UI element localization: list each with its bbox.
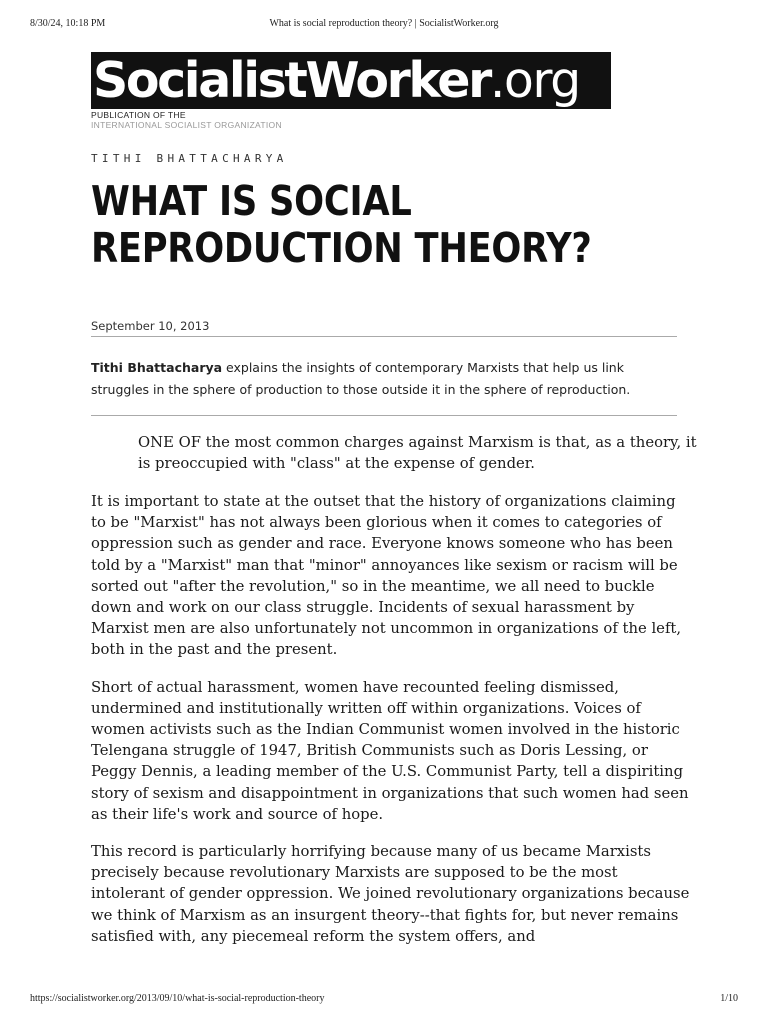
logo-name: SocialistWorker	[93, 52, 490, 109]
divider	[91, 415, 677, 416]
article-date: September 10, 2013	[91, 319, 210, 333]
article-title: WHAT IS SOCIAL REPRODUCTION THEORY?	[91, 177, 592, 272]
body-paragraph: Short of actual harassment, women have recounted feeling dismissed, undermined and institutionally written off within organizations. Voices of women activists such as the Indian Communist women involved in the historic Telengana struggle of 1947, British Communists such as Doris Lessing, or Peggy Dennis, a leading member of the U.S. Communist Party, tell a dispiriting story of sexism and disappointment in organizations that such women had seen as their life's work and source of hope.	[91, 678, 689, 823]
print-header	[30, 18, 738, 32]
print-url: https://socialistworker.org/2013/09/10/what-is-social-reproduction-theory	[30, 993, 325, 1004]
logo-tld: .org	[489, 52, 580, 109]
divider	[91, 336, 677, 337]
intro-text: explains the insights of contemporary Marxists that help us link struggles in the sphere of production to those outside it in the sphere of reproduction.	[91, 360, 631, 397]
print-page-number: 1/10	[720, 993, 738, 1004]
publication-line-1: PUBLICATION OF THE	[91, 110, 186, 120]
site-logo[interactable]	[91, 52, 611, 109]
publication-line-2: INTERNATIONAL SOCIALIST ORGANIZATION	[91, 120, 282, 130]
intro-author[interactable]: Tithi Bhattacharya	[91, 360, 223, 375]
body-paragraph: It is important to state at the outset that the history of organizations claiming to be "Marxist" has not always been glorious when it comes to categories of oppression such as gender and race. Everyone knows someone who has been told by a "Marxist" man that "minor" annoyances like sexism or racism will be sorted out "after the revolution," so in the meantime, we all need to buckle down and work on our class struggle. Incidents of sexual harassment by Marxist men are also unfortunately not uncommon in organizations of the left, both in the past and the present.	[91, 493, 682, 659]
print-footer	[30, 993, 738, 1007]
body-paragraph: This record is particularly horrifying because many of us became Marxists precisely because revolutionary Marxists are supposed to be the most intolerant of gender oppression. We joined revolutionary organizations because we think of Marxism as an insurgent theory--that fights for, but never remains satisfied with, any piecemeal reform the system offers, and	[91, 843, 690, 945]
article-lead-quote: ONE OF the most common charges against Marxism is that, as a theory, it is preoccupied with "class" at the expense of gender.	[138, 434, 697, 473]
article-intro	[91, 357, 681, 401]
article-body	[91, 491, 691, 963]
article-byline[interactable]: TITHI BHATTACHARYA	[91, 152, 288, 165]
print-page-title: What is social reproduction theory? | SocialistWorker.org	[269, 18, 499, 29]
print-timestamp: 8/30/24, 10:18 PM	[30, 18, 106, 29]
